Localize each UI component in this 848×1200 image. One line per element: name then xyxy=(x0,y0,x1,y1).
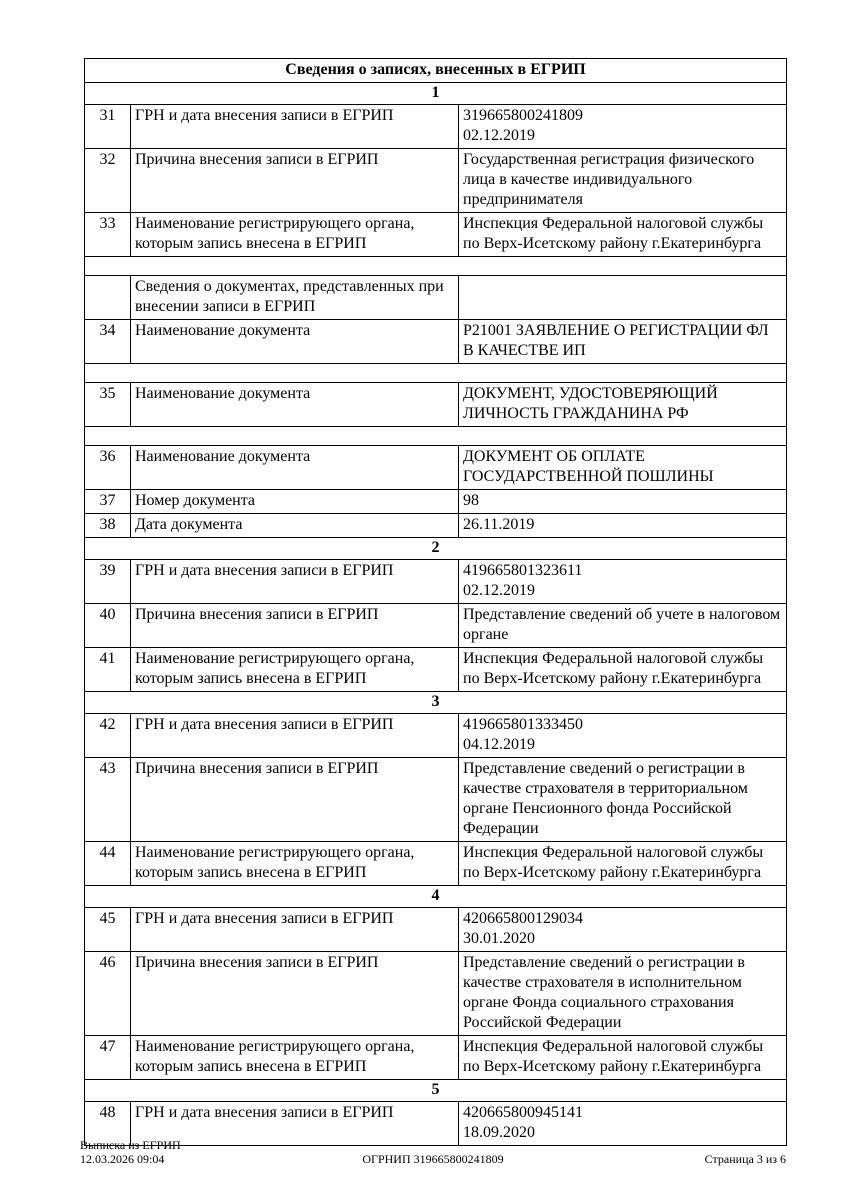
table-row xyxy=(85,758,787,842)
table-row xyxy=(85,1080,787,1102)
row-label: Причина внесения записи в ЕГРИП xyxy=(131,758,459,842)
table-row xyxy=(85,105,787,149)
section-number: 2 xyxy=(85,538,787,560)
row-label: Наименование документа xyxy=(131,446,459,490)
row-value xyxy=(459,714,787,758)
table-row xyxy=(85,213,787,257)
section-number: 1 xyxy=(85,83,787,105)
table-row xyxy=(85,276,787,320)
row-number: 42 xyxy=(85,714,131,758)
table-row xyxy=(85,538,787,560)
table-row xyxy=(85,257,787,276)
row-label: ГРН и дата внесения записи в ЕГРИП xyxy=(131,105,459,149)
row-number: 43 xyxy=(85,758,131,842)
table-row xyxy=(85,364,787,383)
page-footer xyxy=(80,1138,786,1168)
value-line: Представление сведений о регистрации в качестве страхователя в исполнительном органе Фонда социального страхования Российской Федерации xyxy=(463,954,745,1031)
row-number: 46 xyxy=(85,952,131,1036)
row-value xyxy=(459,149,787,213)
row-number: 31 xyxy=(85,105,131,149)
value-line: Инспекция Федеральной налоговой службы по Верх-Исетскому району г.Екатеринбурга xyxy=(463,1038,764,1075)
value-line: 98 xyxy=(463,492,479,509)
row-value xyxy=(459,383,787,427)
table-row xyxy=(85,83,787,105)
row-label: Наименование регистрирующего органа, которым запись внесена в ЕГРИП xyxy=(131,1036,459,1080)
value-line: 18.09.2020 xyxy=(463,1124,535,1141)
row-number: 39 xyxy=(85,560,131,604)
row-value xyxy=(459,842,787,886)
spacer-cell xyxy=(85,257,787,276)
spacer-cell xyxy=(85,364,787,383)
value-line: Государственная регистрация физического лица в качестве индивидуального предпринимателя xyxy=(463,151,755,208)
row-number: 44 xyxy=(85,842,131,886)
row-number: 48 xyxy=(85,1102,131,1146)
table-row xyxy=(85,604,787,648)
table-row xyxy=(85,648,787,692)
value-line: 419665801323611 xyxy=(463,562,583,579)
row-number: 45 xyxy=(85,908,131,952)
row-number: 32 xyxy=(85,149,131,213)
table-row xyxy=(85,560,787,604)
table-row xyxy=(85,446,787,490)
row-value xyxy=(459,908,787,952)
row-number: 33 xyxy=(85,213,131,257)
row-label: ГРН и дата внесения записи в ЕГРИП xyxy=(131,1102,459,1146)
row-number xyxy=(85,276,131,320)
value-line: Инспекция Федеральной налоговой службы по Верх-Исетскому району г.Екатеринбурга xyxy=(463,650,764,687)
row-value xyxy=(459,758,787,842)
value-line: ДОКУМЕНТ ОБ ОПЛАТЕ ГОСУДАРСТВЕННОЙ ПОШЛИНЫ xyxy=(463,448,714,485)
row-label: ГРН и дата внесения записи в ЕГРИП xyxy=(131,908,459,952)
table-row xyxy=(85,1036,787,1080)
row-label: ГРН и дата внесения записи в ЕГРИП xyxy=(131,714,459,758)
row-value xyxy=(459,276,787,320)
value-line: Представление сведений об учете в налоговом органе xyxy=(463,606,781,643)
value-line: 02.12.2019 xyxy=(463,127,535,144)
value-line: 02.12.2019 xyxy=(463,582,535,599)
section-number: 4 xyxy=(85,886,787,908)
row-label: ГРН и дата внесения записи в ЕГРИП xyxy=(131,560,459,604)
value-line: ДОКУМЕНТ, УДОСТОВЕРЯЮЩИЙ ЛИЧНОСТЬ ГРАЖДАНИНА РФ xyxy=(463,385,718,422)
row-value xyxy=(459,320,787,364)
records-table-body xyxy=(85,59,787,1146)
table-row xyxy=(85,514,787,538)
row-number: 34 xyxy=(85,320,131,364)
row-value xyxy=(459,648,787,692)
value-line: 419665801333450 xyxy=(463,716,583,733)
footer-left-block xyxy=(80,1138,181,1166)
value-line: 420665800945141 xyxy=(463,1104,583,1121)
row-value xyxy=(459,490,787,514)
table-row xyxy=(85,714,787,758)
spacer-cell xyxy=(85,427,787,446)
row-value xyxy=(459,604,787,648)
table-row xyxy=(85,149,787,213)
table-row xyxy=(85,692,787,714)
row-label: Сведения о документах, представленных при внесении записи в ЕГРИП xyxy=(131,276,459,320)
row-label: Дата документа xyxy=(131,514,459,538)
footer-ogrnip: ОГРНИП 319665800241809 xyxy=(362,1152,504,1166)
row-label: Причина внесения записи в ЕГРИП xyxy=(131,149,459,213)
value-line: 319665800241809 xyxy=(463,107,583,124)
row-value xyxy=(459,560,787,604)
value-line: 26.11.2019 xyxy=(463,516,535,533)
row-value xyxy=(459,952,787,1036)
table-title: Сведения о записях, внесенных в ЕГРИП xyxy=(85,59,787,83)
table-row xyxy=(85,427,787,446)
footer-doc-type: Выписка из ЕГРИП xyxy=(80,1138,181,1152)
row-label: Наименование регистрирующего органа, которым запись внесена в ЕГРИП xyxy=(131,648,459,692)
row-label: Причина внесения записи в ЕГРИП xyxy=(131,604,459,648)
row-number: 38 xyxy=(85,514,131,538)
row-number: 41 xyxy=(85,648,131,692)
value-line: Представление сведений о регистрации в качестве страхователя в территориальном органе Пенсионного фонда Российской Федерации xyxy=(463,760,748,837)
table-row xyxy=(85,908,787,952)
row-value xyxy=(459,213,787,257)
row-value xyxy=(459,1036,787,1080)
value-line: Инспекция Федеральной налоговой службы по Верх-Исетскому району г.Екатеринбурга xyxy=(463,215,764,252)
row-number: 40 xyxy=(85,604,131,648)
row-label: Наименование документа xyxy=(131,383,459,427)
section-number: 5 xyxy=(85,1080,787,1102)
footer-datetime: 12.03.2026 09:04 xyxy=(80,1152,165,1166)
row-label: Наименование регистрирующего органа, которым запись внесена в ЕГРИП xyxy=(131,213,459,257)
value-line: Р21001 ЗАЯВЛЕНИЕ О РЕГИСТРАЦИИ ФЛ В КАЧЕСТВЕ ИП xyxy=(463,322,769,359)
table-row xyxy=(85,383,787,427)
row-number: 35 xyxy=(85,383,131,427)
row-value xyxy=(459,446,787,490)
table-row xyxy=(85,320,787,364)
value-line: 30.01.2020 xyxy=(463,930,535,947)
table-title-row xyxy=(85,59,787,83)
table-row xyxy=(85,952,787,1036)
value-line: Инспекция Федеральной налоговой службы по Верх-Исетскому району г.Екатеринбурга xyxy=(463,844,764,881)
row-value xyxy=(459,514,787,538)
row-number: 47 xyxy=(85,1036,131,1080)
footer-page-number: Страница 3 из 6 xyxy=(704,1152,786,1166)
row-number: 36 xyxy=(85,446,131,490)
row-label: Номер документа xyxy=(131,490,459,514)
table-row xyxy=(85,490,787,514)
section-number: 3 xyxy=(85,692,787,714)
row-value xyxy=(459,105,787,149)
row-label: Наименование документа xyxy=(131,320,459,364)
egrip-records-table xyxy=(84,58,787,1146)
row-label: Причина внесения записи в ЕГРИП xyxy=(131,952,459,1036)
value-line: 04.12.2019 xyxy=(463,736,535,753)
row-label: Наименование регистрирующего органа, которым запись внесена в ЕГРИП xyxy=(131,842,459,886)
table-row xyxy=(85,886,787,908)
row-number: 37 xyxy=(85,490,131,514)
value-line: 420665800129034 xyxy=(463,910,583,927)
table-row xyxy=(85,842,787,886)
